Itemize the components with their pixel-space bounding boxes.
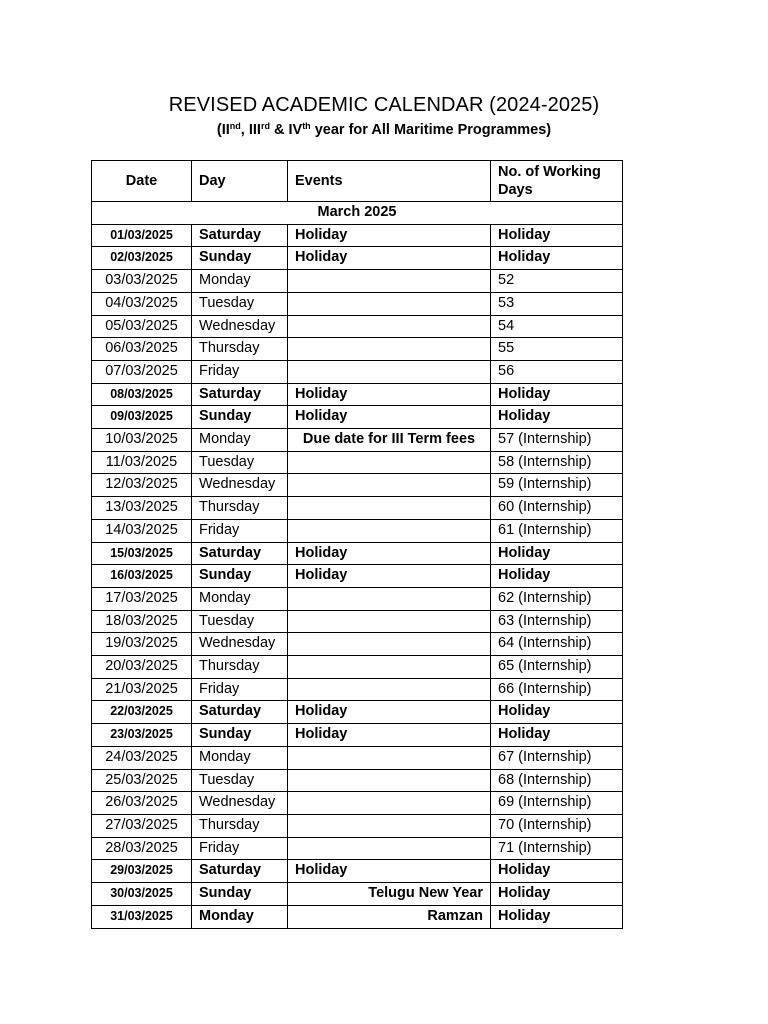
- table-row: [92, 451, 623, 474]
- date-cell: 17/03/2025: [92, 587, 192, 610]
- table-row: [92, 656, 623, 679]
- table-row: [92, 724, 623, 747]
- header-events: Events: [288, 161, 491, 202]
- table-row: [92, 610, 623, 633]
- date-cell: 26/03/2025: [92, 792, 192, 815]
- day-cell: Sunday: [192, 406, 288, 429]
- day-cell: Tuesday: [192, 292, 288, 315]
- event-cell: [288, 451, 491, 474]
- table-row: [92, 497, 623, 520]
- header-working-days: No. of Working Days: [491, 161, 623, 202]
- working-days-cell: Holiday: [491, 406, 623, 429]
- day-cell: Friday: [192, 519, 288, 542]
- table-row: [92, 837, 623, 860]
- date-cell: 24/03/2025: [92, 746, 192, 769]
- day-cell: Saturday: [192, 542, 288, 565]
- date-cell: 13/03/2025: [92, 497, 192, 520]
- working-days-cell: Holiday: [491, 860, 623, 883]
- working-days-cell: 62 (Internship): [491, 587, 623, 610]
- event-cell: Holiday: [288, 724, 491, 747]
- date-cell: 16/03/2025: [92, 565, 192, 588]
- day-cell: Friday: [192, 360, 288, 383]
- table-row: [92, 338, 623, 361]
- event-cell: [288, 587, 491, 610]
- month-row: [92, 202, 623, 225]
- working-days-cell: 54: [491, 315, 623, 338]
- table-row: [92, 792, 623, 815]
- table-row: [92, 860, 623, 883]
- working-days-cell: 65 (Internship): [491, 656, 623, 679]
- date-cell: 28/03/2025: [92, 837, 192, 860]
- working-days-cell: 63 (Internship): [491, 610, 623, 633]
- date-cell: 01/03/2025: [92, 224, 192, 247]
- event-cell: Holiday: [288, 406, 491, 429]
- document-subtitle: [0, 122, 768, 138]
- day-cell: Thursday: [192, 814, 288, 837]
- event-cell: Holiday: [288, 701, 491, 724]
- date-cell: 08/03/2025: [92, 383, 192, 406]
- working-days-cell: 57 (Internship): [491, 429, 623, 452]
- table-row: [92, 905, 623, 928]
- date-cell: 11/03/2025: [92, 451, 192, 474]
- table-row: [92, 429, 623, 452]
- table-row: [92, 565, 623, 588]
- event-cell: [288, 814, 491, 837]
- day-cell: Thursday: [192, 338, 288, 361]
- event-cell: [288, 610, 491, 633]
- date-cell: 09/03/2025: [92, 406, 192, 429]
- day-cell: Wednesday: [192, 474, 288, 497]
- event-cell: Holiday: [288, 247, 491, 270]
- working-days-cell: 52: [491, 270, 623, 293]
- event-cell: [288, 769, 491, 792]
- event-cell: [288, 746, 491, 769]
- day-cell: Tuesday: [192, 610, 288, 633]
- day-cell: Wednesday: [192, 315, 288, 338]
- working-days-cell: Holiday: [491, 565, 623, 588]
- working-days-cell: 71 (Internship): [491, 837, 623, 860]
- event-cell: [288, 519, 491, 542]
- table-row: [92, 633, 623, 656]
- event-cell: Telugu New Year: [288, 883, 491, 906]
- working-days-cell: Holiday: [491, 905, 623, 928]
- event-cell: Ramzan: [288, 905, 491, 928]
- table-row: [92, 474, 623, 497]
- subtitle-open: (II: [216, 122, 230, 138]
- event-cell: [288, 678, 491, 701]
- working-days-cell: Holiday: [491, 883, 623, 906]
- day-cell: Sunday: [192, 883, 288, 906]
- date-cell: 27/03/2025: [92, 814, 192, 837]
- working-days-cell: Holiday: [491, 542, 623, 565]
- subtitle-close: year for All Maritime Programmes): [310, 122, 552, 138]
- month-label: March 2025: [92, 202, 623, 225]
- table-row: [92, 270, 623, 293]
- event-cell: Holiday: [288, 542, 491, 565]
- table-row: [92, 315, 623, 338]
- date-cell: 02/03/2025: [92, 247, 192, 270]
- working-days-cell: 53: [491, 292, 623, 315]
- day-cell: Sunday: [192, 565, 288, 588]
- subtitle-sup-rd: rd: [260, 121, 270, 131]
- subtitle-mid-2: & IV: [269, 122, 303, 138]
- date-cell: 05/03/2025: [92, 315, 192, 338]
- working-days-cell: Holiday: [491, 383, 623, 406]
- day-cell: Thursday: [192, 656, 288, 679]
- date-cell: 22/03/2025: [92, 701, 192, 724]
- event-cell: Holiday: [288, 565, 491, 588]
- table-row: [92, 224, 623, 247]
- working-days-cell: 64 (Internship): [491, 633, 623, 656]
- day-cell: Sunday: [192, 247, 288, 270]
- date-cell: 10/03/2025: [92, 429, 192, 452]
- working-days-cell: Holiday: [491, 701, 623, 724]
- day-cell: Sunday: [192, 724, 288, 747]
- working-days-cell: 70 (Internship): [491, 814, 623, 837]
- date-cell: 29/03/2025: [92, 860, 192, 883]
- table-row: [92, 883, 623, 906]
- table-row: [92, 814, 623, 837]
- working-days-cell: 61 (Internship): [491, 519, 623, 542]
- day-cell: Monday: [192, 270, 288, 293]
- date-cell: 12/03/2025: [92, 474, 192, 497]
- day-cell: Saturday: [192, 224, 288, 247]
- date-cell: 30/03/2025: [92, 883, 192, 906]
- event-cell: [288, 497, 491, 520]
- table-row: [92, 383, 623, 406]
- date-cell: 14/03/2025: [92, 519, 192, 542]
- working-days-cell: 67 (Internship): [491, 746, 623, 769]
- day-cell: Tuesday: [192, 451, 288, 474]
- date-cell: 15/03/2025: [92, 542, 192, 565]
- event-cell: Holiday: [288, 383, 491, 406]
- date-cell: 04/03/2025: [92, 292, 192, 315]
- day-cell: Friday: [192, 678, 288, 701]
- day-cell: Wednesday: [192, 792, 288, 815]
- working-days-cell: 58 (Internship): [491, 451, 623, 474]
- date-cell: 25/03/2025: [92, 769, 192, 792]
- event-cell: [288, 338, 491, 361]
- date-cell: 21/03/2025: [92, 678, 192, 701]
- date-cell: 03/03/2025: [92, 270, 192, 293]
- day-cell: Tuesday: [192, 769, 288, 792]
- subtitle-sup-nd: nd: [229, 121, 241, 131]
- date-cell: 19/03/2025: [92, 633, 192, 656]
- working-days-cell: 60 (Internship): [491, 497, 623, 520]
- day-cell: Saturday: [192, 383, 288, 406]
- event-cell: [288, 474, 491, 497]
- day-cell: Monday: [192, 905, 288, 928]
- event-cell: [288, 315, 491, 338]
- event-cell: Holiday: [288, 224, 491, 247]
- working-days-cell: Holiday: [491, 247, 623, 270]
- table-row: [92, 360, 623, 383]
- working-days-cell: 55: [491, 338, 623, 361]
- event-cell: [288, 837, 491, 860]
- working-days-cell: 68 (Internship): [491, 769, 623, 792]
- subtitle-mid-1: , III: [240, 122, 261, 138]
- table-row: [92, 746, 623, 769]
- event-cell: [288, 633, 491, 656]
- event-cell: [288, 792, 491, 815]
- date-cell: 07/03/2025: [92, 360, 192, 383]
- working-days-cell: Holiday: [491, 224, 623, 247]
- day-cell: Monday: [192, 746, 288, 769]
- event-cell: [288, 270, 491, 293]
- header-row: [92, 161, 623, 202]
- date-cell: 31/03/2025: [92, 905, 192, 928]
- calendar-table: [91, 160, 623, 929]
- working-days-cell: 56: [491, 360, 623, 383]
- header-date: Date: [92, 161, 192, 202]
- table-row: [92, 406, 623, 429]
- day-cell: Monday: [192, 587, 288, 610]
- day-cell: Monday: [192, 429, 288, 452]
- working-days-cell: 59 (Internship): [491, 474, 623, 497]
- day-cell: Wednesday: [192, 633, 288, 656]
- day-cell: Saturday: [192, 701, 288, 724]
- table-row: [92, 292, 623, 315]
- date-cell: 20/03/2025: [92, 656, 192, 679]
- working-days-cell: 66 (Internship): [491, 678, 623, 701]
- event-cell: Due date for III Term fees: [288, 429, 491, 452]
- table-row: [92, 769, 623, 792]
- date-cell: 23/03/2025: [92, 724, 192, 747]
- event-cell: [288, 292, 491, 315]
- table-row: [92, 701, 623, 724]
- calendar-body: [92, 202, 623, 929]
- working-days-cell: Holiday: [491, 724, 623, 747]
- event-cell: Holiday: [288, 860, 491, 883]
- table-row: [92, 247, 623, 270]
- day-cell: Thursday: [192, 497, 288, 520]
- date-cell: 06/03/2025: [92, 338, 192, 361]
- event-cell: [288, 656, 491, 679]
- table-row: [92, 678, 623, 701]
- working-days-cell: 69 (Internship): [491, 792, 623, 815]
- day-cell: Friday: [192, 837, 288, 860]
- subtitle-sup-th: th: [302, 121, 311, 131]
- date-cell: 18/03/2025: [92, 610, 192, 633]
- table-row: [92, 587, 623, 610]
- document-title: REVISED ACADEMIC CALENDAR (2024-2025): [168, 94, 600, 116]
- day-cell: Saturday: [192, 860, 288, 883]
- header-day: Day: [192, 161, 288, 202]
- table-row: [92, 519, 623, 542]
- table-row: [92, 542, 623, 565]
- event-cell: [288, 360, 491, 383]
